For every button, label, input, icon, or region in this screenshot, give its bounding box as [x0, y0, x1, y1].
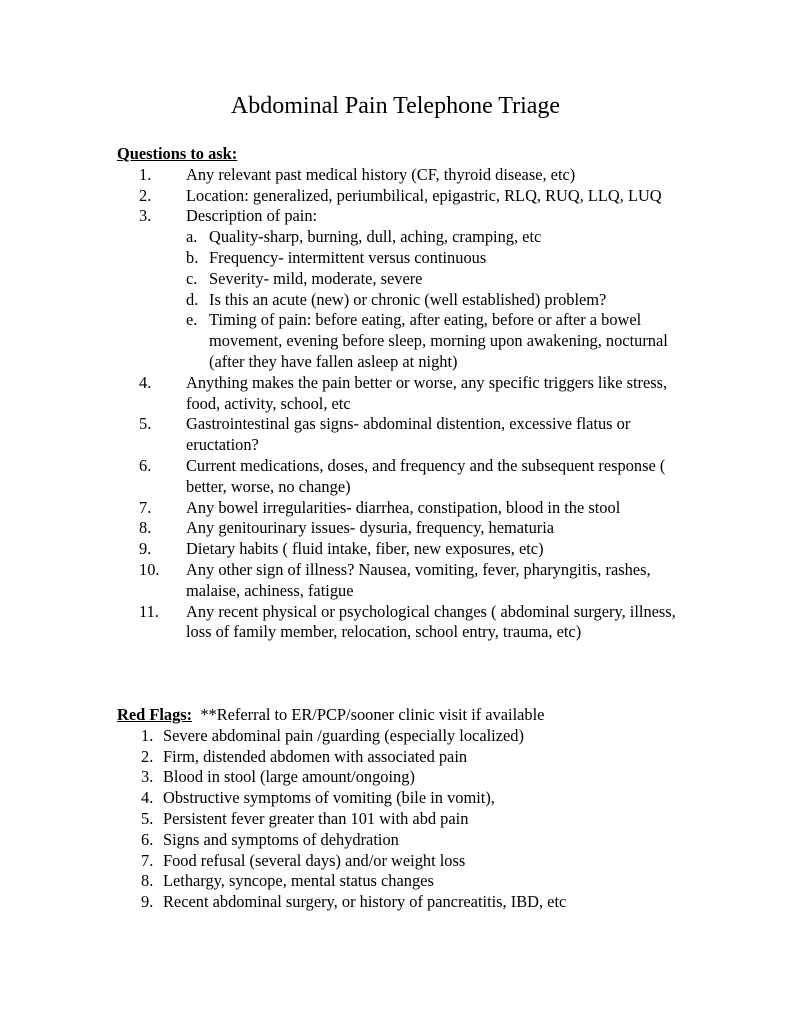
- question-number: 11.: [139, 601, 159, 621]
- red-flag-number: 3.: [141, 767, 154, 787]
- question-number: 1.: [139, 164, 152, 184]
- question-text: Any bowel irregularities- diarrhea, constipation, blood in the stool: [186, 497, 621, 517]
- red-flag-number: 7.: [141, 850, 154, 870]
- red-flags-heading-line: [117, 705, 687, 726]
- pain-description-item-b: [186, 248, 687, 269]
- question-item-4: [117, 373, 687, 415]
- question-item-7: [117, 498, 687, 519]
- questions-section: [117, 144, 687, 643]
- red-flag-item-6: [117, 830, 687, 851]
- question-number: 8.: [139, 518, 152, 538]
- questions-list: [117, 165, 687, 643]
- question-item-10: [117, 560, 687, 602]
- red-flags-heading: Red Flags:: [117, 705, 193, 724]
- red-flag-item-1: [117, 726, 687, 747]
- sub-item-text: Timing of pain: before eating, after eating, before or after a bowel movement, evening before sleep, morning upon awakening, nocturnal (after they have fallen asleep at night): [209, 310, 668, 371]
- red-flag-number: 4.: [141, 788, 154, 808]
- red-flag-number: 2.: [141, 746, 154, 766]
- question-number: 7.: [139, 497, 152, 517]
- question-text: Location: generalized, periumbilical, epigastric, RLQ, RUQ, LLQ, LUQ: [186, 185, 662, 205]
- pain-description-item-a: [186, 227, 687, 248]
- question-text: Description of pain:: [186, 206, 318, 226]
- sub-item-text: Is this an acute (new) or chronic (well established) problem?: [209, 289, 607, 309]
- question-number: 5.: [139, 414, 152, 434]
- red-flag-text: Obstructive symptoms of vomiting (bile in vomit),: [163, 788, 495, 808]
- red-flag-text: Signs and symptoms of dehydration: [163, 829, 399, 849]
- red-flag-item-4: [117, 788, 687, 809]
- red-flags-list: [117, 726, 687, 913]
- sub-item-letter: c.: [186, 268, 198, 288]
- question-item-11: [117, 602, 687, 644]
- question-text: Any other sign of illness? Nausea, vomiting, fever, pharyngitis, rashes, malaise, achiness, fatigue: [186, 559, 651, 600]
- red-flag-text: Persistent fever greater than 101 with abd pain: [163, 808, 469, 828]
- question-text: Dietary habits ( fluid intake, fiber, new exposures, etc): [186, 539, 544, 559]
- red-flag-item-3: [117, 767, 687, 788]
- sub-item-letter: e.: [186, 310, 198, 330]
- pain-description-list: [186, 227, 687, 373]
- sub-item-letter: a.: [186, 227, 198, 247]
- question-text: Current medications, doses, and frequency and the subsequent response ( better, worse, no change): [186, 455, 666, 496]
- red-flag-text: Food refusal (several days) and/or weight loss: [163, 850, 466, 870]
- question-item-6: [117, 456, 687, 498]
- question-item-8: [117, 518, 687, 539]
- sub-item-text: Quality-sharp, burning, dull, aching, cramping, etc: [209, 227, 542, 247]
- sub-item-letter: d.: [186, 289, 199, 309]
- questions-heading-line: [117, 144, 687, 165]
- red-flag-item-9: [117, 892, 687, 913]
- question-item-3: [117, 206, 687, 372]
- sub-item-text: Severity- mild, moderate, severe: [209, 268, 423, 288]
- question-text: Any recent physical or psychological changes ( abdominal surgery, illness, loss of family member, relocation, school entry, trauma, etc): [186, 601, 676, 642]
- question-text: Any relevant past medical history (CF, thyroid disease, etc): [186, 164, 576, 184]
- red-flag-item-5: [117, 809, 687, 830]
- question-item-9: [117, 539, 687, 560]
- question-number: 2.: [139, 185, 152, 205]
- question-item-2: [117, 186, 687, 207]
- question-number: 3.: [139, 206, 152, 226]
- red-flags-note: **Referral to ER/PCP/sooner clinic visit if available: [200, 705, 545, 724]
- sub-item-text: Frequency- intermittent versus continuous: [209, 247, 487, 267]
- red-flag-number: 1.: [141, 725, 154, 745]
- pain-description-item-e: [186, 310, 687, 372]
- red-flag-text: Blood in stool (large amount/ongoing): [163, 767, 415, 787]
- red-flag-item-8: [117, 871, 687, 892]
- red-flag-number: 8.: [141, 871, 154, 891]
- question-number: 4.: [139, 372, 152, 392]
- question-text: Gastrointestinal gas signs- abdominal distention, excessive flatus or eructation?: [186, 414, 631, 455]
- red-flag-text: Lethargy, syncope, mental status changes: [163, 871, 434, 891]
- red-flags-section: [117, 705, 687, 913]
- red-flag-text: Recent abdominal surgery, or history of pancreatitis, IBD, etc: [163, 892, 567, 912]
- sub-item-letter: b.: [186, 247, 199, 267]
- questions-heading: Questions to ask:: [117, 144, 238, 163]
- red-flag-number: 6.: [141, 829, 154, 849]
- red-flag-number: 9.: [141, 892, 154, 912]
- red-flag-number: 5.: [141, 808, 154, 828]
- red-flag-text: Severe abdominal pain /guarding (especially localized): [163, 725, 524, 745]
- question-item-1: [117, 165, 687, 186]
- red-flag-item-2: [117, 747, 687, 768]
- red-flag-item-7: [117, 851, 687, 872]
- document-title: Abdominal Pain Telephone Triage: [230, 93, 561, 119]
- question-number: 9.: [139, 539, 152, 559]
- question-text: Anything makes the pain better or worse, any specific triggers like stress, food, activity, school, etc: [186, 372, 668, 413]
- question-number: 10.: [139, 559, 160, 579]
- pain-description-item-d: [186, 290, 687, 311]
- question-number: 6.: [139, 455, 152, 475]
- question-text: Any genitourinary issues- dysuria, frequency, hematuria: [186, 518, 555, 538]
- red-flag-text: Firm, distended abdomen with associated pain: [163, 746, 468, 766]
- question-item-5: [117, 414, 687, 456]
- pain-description-item-c: [186, 269, 687, 290]
